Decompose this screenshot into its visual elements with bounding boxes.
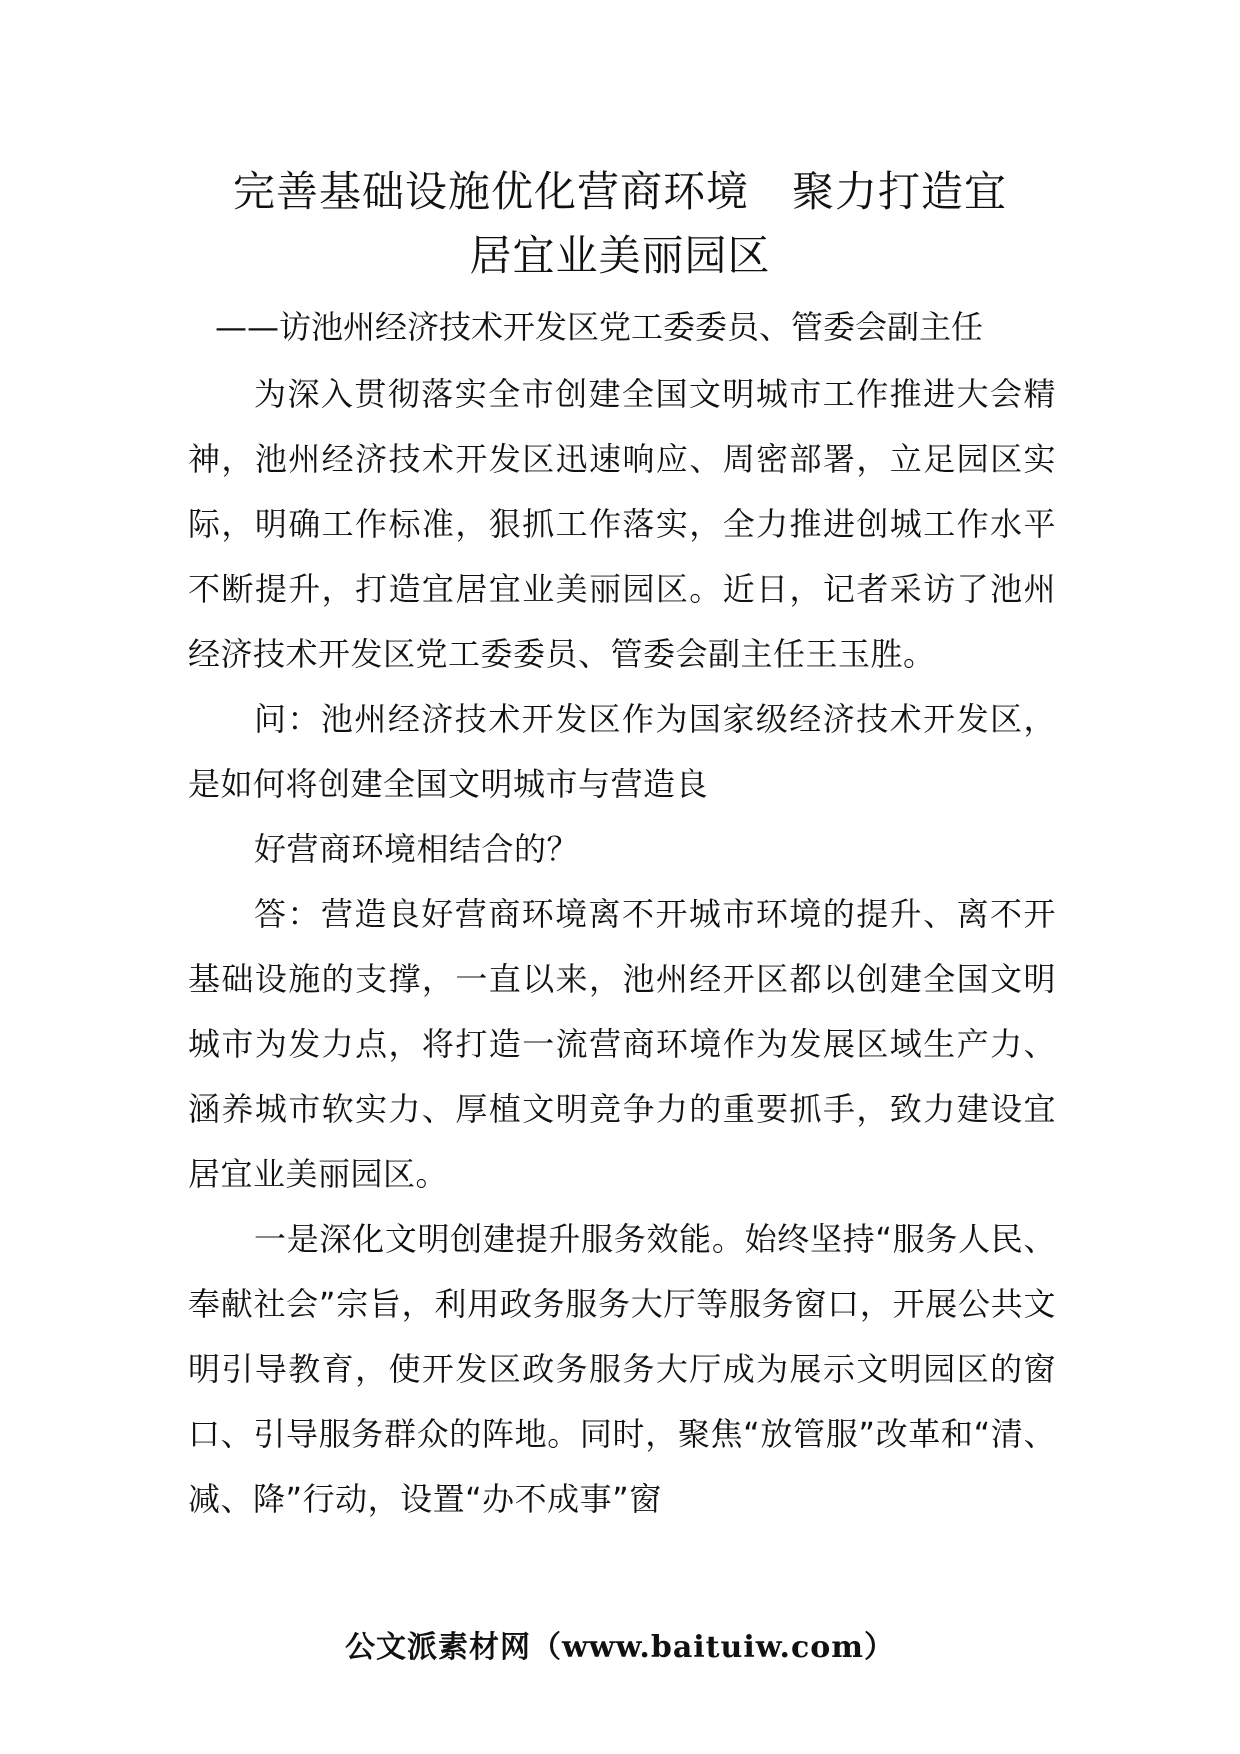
paragraph-question: 问：池州经济技术开发区作为国家级经济技术开发区，是如何将创建全国文明城市与营造良 — [188, 700, 1056, 803]
paragraph-point-one: 一是深化文明创建提升服务效能。始终坚持“服务人民、奉献社会”宗旨，利用政务服务大厅等服务窗口，开展公共文明引导教育，使开发区政务服务大厅成为展示文明园区的窗口、引导服务群众的阵地。同时，聚焦“放管服”改革和“清、减、降”行动，设置“办不成事”窗 — [188, 1220, 1056, 1518]
paragraph-question-continued: 好营商环境相结合的？ — [254, 830, 580, 868]
paragraph-answer: 答：营造良好营商环境离不开城市环境的提升、离不开基础设施的支撑，一直以来，池州经开区都以创建全国文明城市为发力点，将打造一流营商环境作为发展区域生产力、涵养城市软实力、厚植文明竞争力的重要抓手，致力建设宜居宜业美丽园区。 — [188, 895, 1056, 1193]
document-subtitle: ——访池州经济技术开发区党工委委员、管委会副主任 — [215, 308, 984, 346]
paragraph-intro: 为深入贯彻落实全市创建全国文明城市工作推进大会精神，池州经济技术开发区迅速响应、周密部署，立足园区实际，明确工作标准，狠抓工作落实，全力推进创城工作水平不断提升，打造宜居宜业美丽园区。近日，记者采访了池州经济技术开发区党工委委员、管委会副主任王玉胜。 — [188, 375, 1056, 673]
title-line-1: 完善基础设施优化营商环境 聚力打造宜 — [232, 167, 1007, 216]
footer-watermark: 公文派素材网（www.baituiw.com） — [344, 1630, 896, 1665]
title-line-2: 居宜业美丽园区 — [469, 231, 771, 280]
document-title — [180, 160, 1060, 288]
document-body — [188, 362, 1056, 1532]
